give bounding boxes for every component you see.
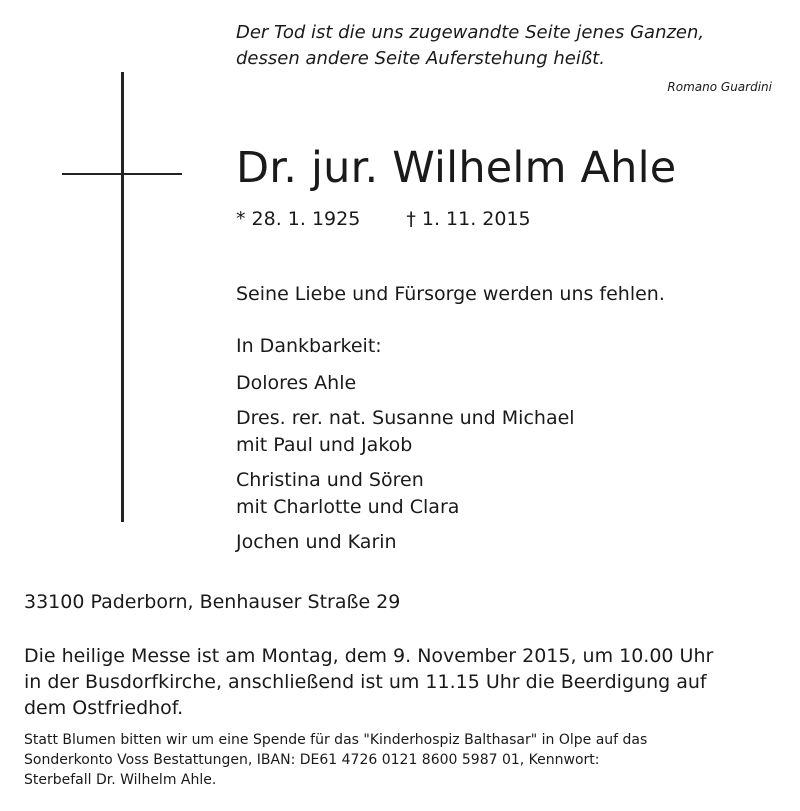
donation-notice (24, 730, 776, 790)
mourner-line: mit Charlotte und Clara (236, 496, 460, 518)
quote-line: dessen andere Seite Auferstehung heißt. (236, 48, 605, 69)
service-line: Die heilige Messe ist am Montag, dem 9. November 2015, um 10.00 Uhr (24, 645, 714, 667)
cross-horizontal-bar (62, 173, 182, 175)
list-item (236, 529, 575, 556)
list-item (236, 405, 575, 459)
mourner-line: Dolores Ahle (236, 372, 357, 394)
donation-line: Statt Blumen bitten wir um eine Spende für das "Kinderhospiz Balthasar" in Olpe auf das (24, 732, 648, 748)
mourner-line: Christina und Sören (236, 469, 424, 491)
mourner-line: mit Paul und Jakob (236, 434, 413, 456)
quote-line: Der Tod ist die uns zugewandte Seite jenes Ganzen, (236, 22, 705, 43)
motto: Seine Liebe und Fürsorge werden uns fehlen. (236, 283, 665, 305)
mourners-list (236, 370, 575, 564)
deceased-name: Dr. jur. Wilhelm Ahle (236, 143, 677, 193)
list-item (236, 467, 575, 521)
service-notice (24, 643, 776, 721)
donation-line: Sonderkonto Voss Bestattungen, IBAN: DE61 4726 0121 8600 5987 01, Kennwort: (24, 752, 600, 768)
list-item (236, 370, 575, 397)
life-dates (236, 206, 531, 232)
address: 33100 Paderborn, Benhauser Straße 29 (24, 591, 401, 613)
service-line: in der Busdorfkirche, anschließend ist um 11.15 Uhr die Beerdigung auf (24, 671, 707, 693)
cross-vertical-bar (121, 72, 124, 522)
death-date: † 1. 11. 2015 (406, 208, 531, 230)
birth-date: * 28. 1. 1925 (236, 208, 361, 230)
quote-author: Romano Guardini (667, 80, 772, 94)
mourner-line: Jochen und Karin (236, 531, 397, 553)
donation-line: Sterbefall Dr. Wilhelm Ahle. (24, 772, 217, 788)
mourner-line: Dres. rer. nat. Susanne und Michael (236, 407, 575, 429)
thanks-label: In Dankbarkeit: (236, 335, 382, 357)
quote (236, 20, 756, 72)
service-line: dem Ostfriedhof. (24, 697, 184, 719)
